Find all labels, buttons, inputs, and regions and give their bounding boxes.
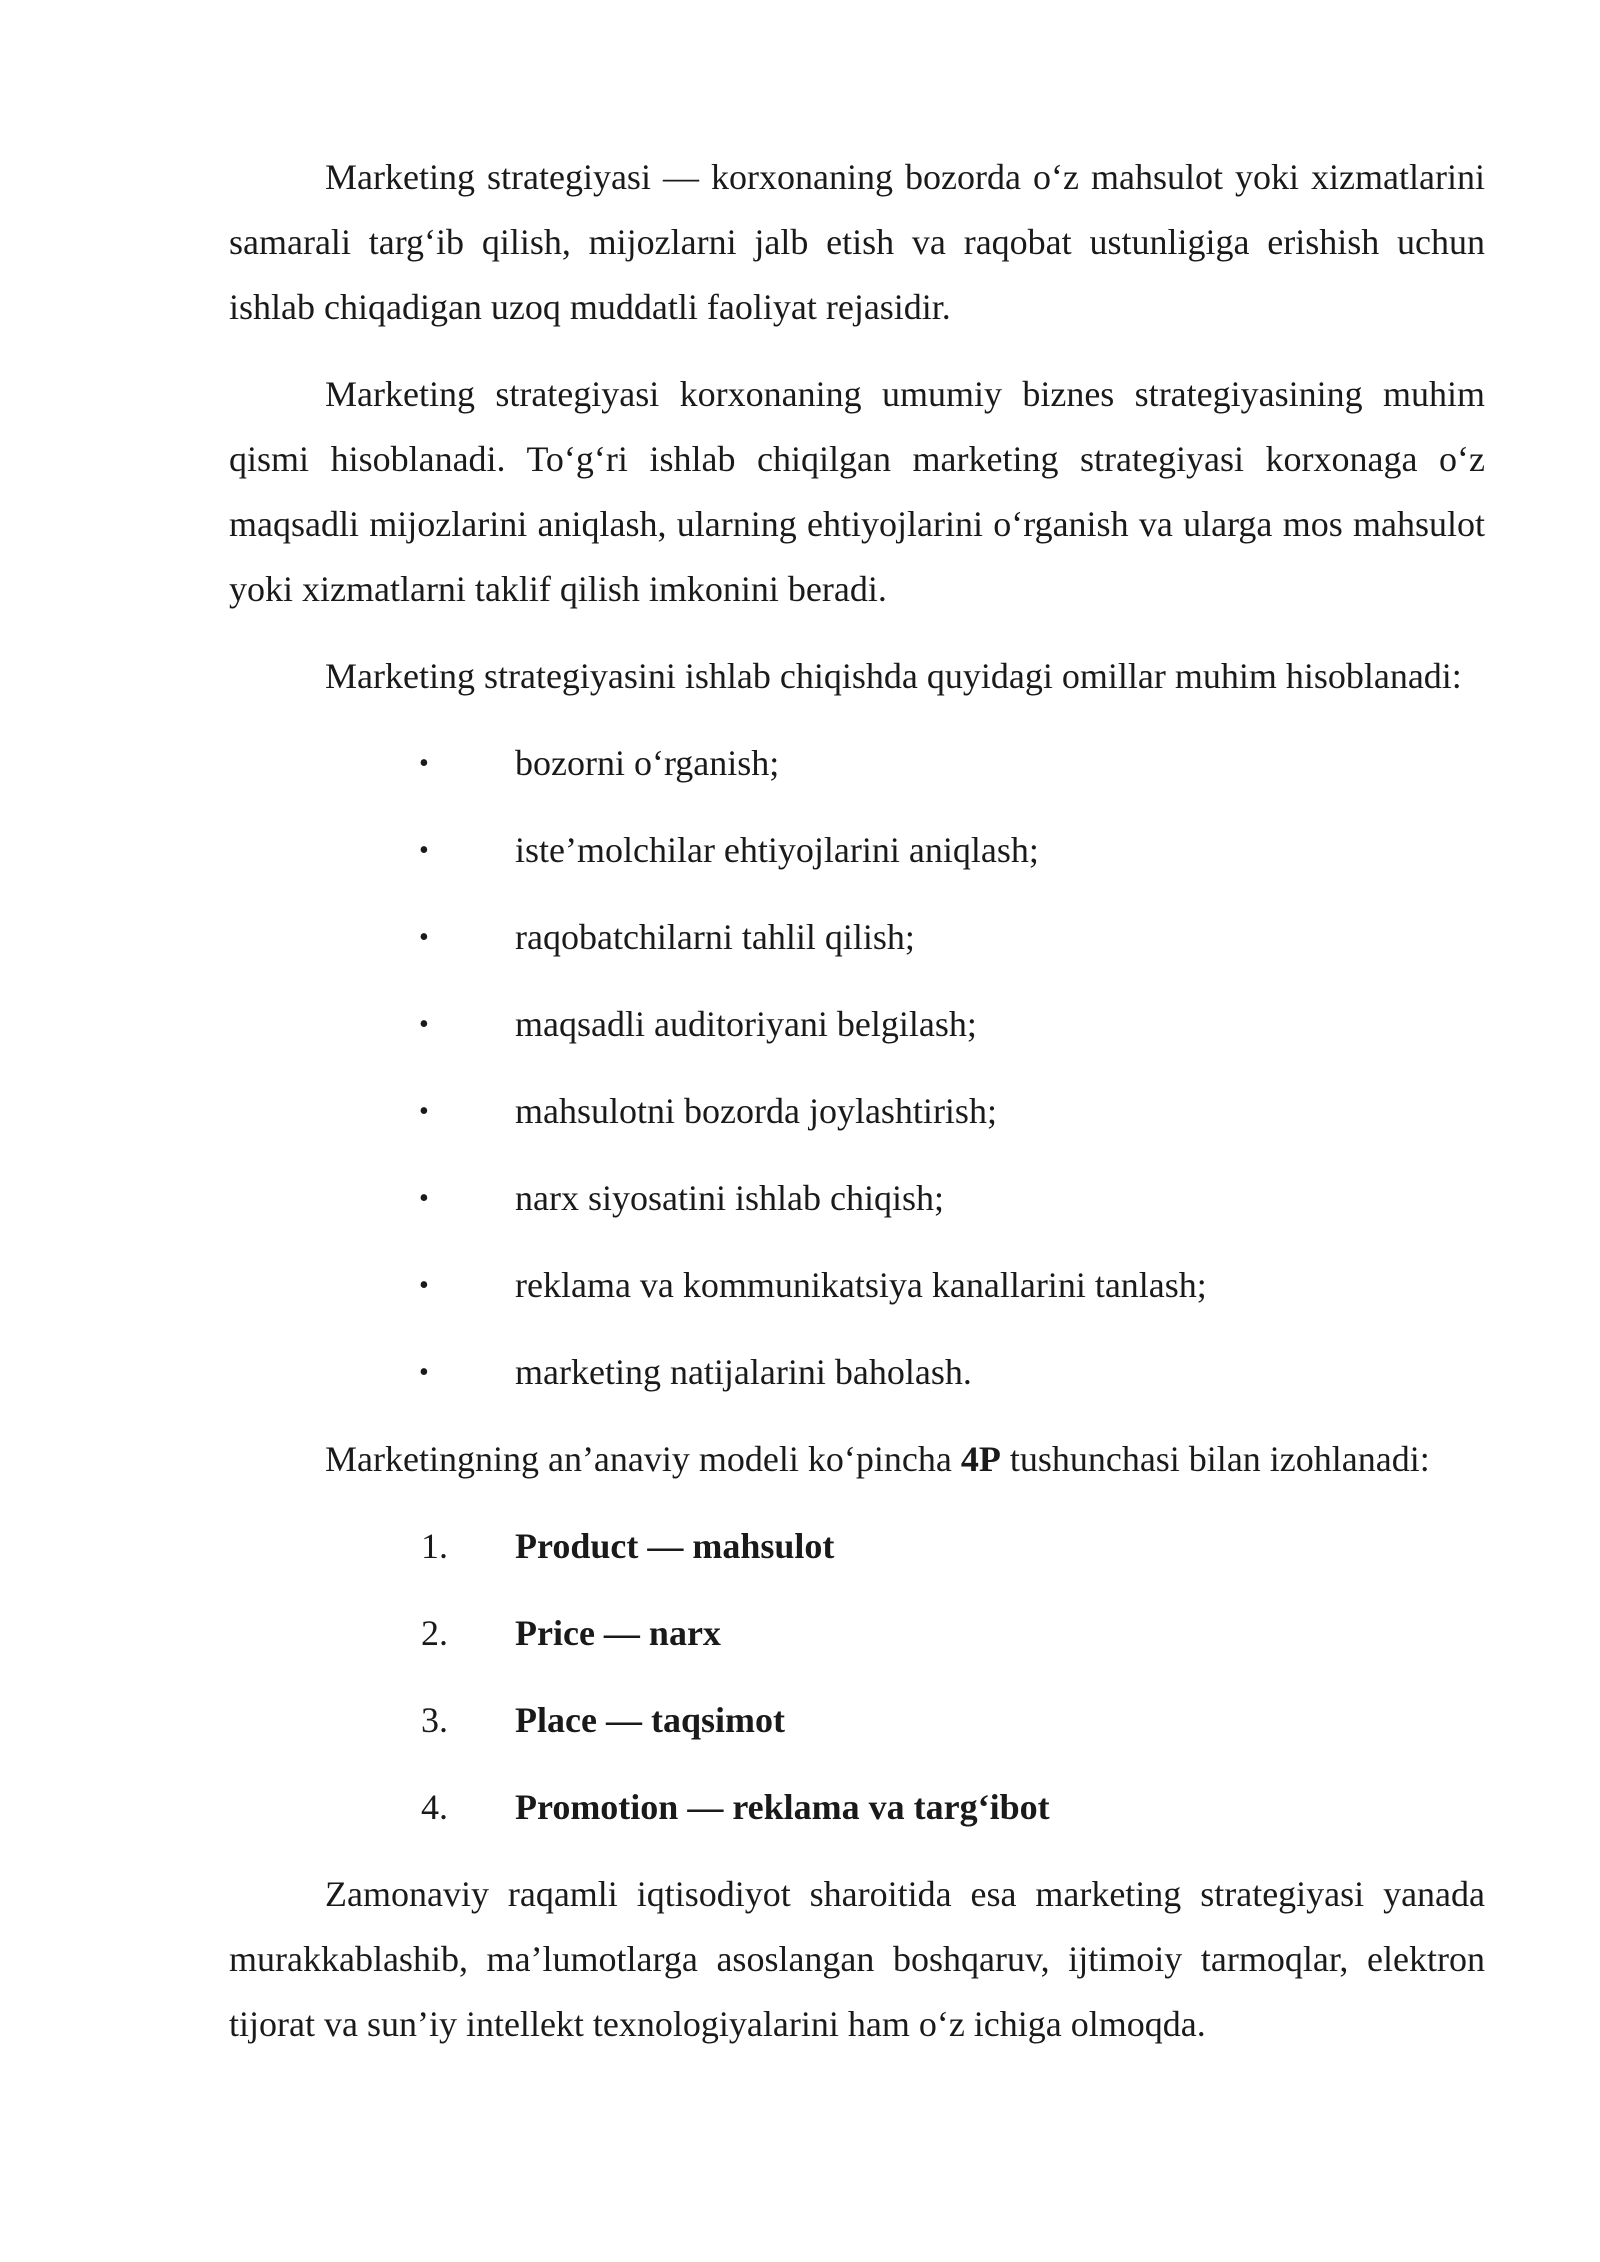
list-item-text: iste’molchilar ehtiyojlarini aniqlash; [515,830,1039,870]
list-item [229,1340,1485,1405]
list-item [229,1166,1485,1231]
list-item [229,1253,1485,1318]
list-item-text: mahsulotni bozorda joylashtirish; [515,1091,997,1131]
list-item-text: narx siyosatini ishlab chiqish; [515,1178,944,1218]
list-number: 4. [421,1787,448,1827]
list-item-text: bozorni o‘rganish; [515,743,780,783]
bullet-icon: • [419,1096,429,1127]
document-page [229,145,1485,2057]
bullet-icon: • [419,1270,429,1301]
list-item-text: reklama va kommunikatsiya kanallarini tanlash; [515,1265,1207,1305]
four-p-list [229,1514,1485,1840]
list-item-text: Product — mahsulot [515,1526,835,1566]
paragraph-digital-economy: Zamonaviy raqamli iqtisodiyot sharoitida esa marketing strategiyasi yanada murakkablashib, ma’lumotlarga asoslangan boshqaruv, ijtimoiy tarmoqlar, elektron tijorat va sun’iy intellekt texnologiyalarini ham o‘z ichiga olmoqda. [229,1874,1485,2044]
list-item-text: raqobatchilarni tahlil qilish; [515,917,915,957]
list-item-text: maqsadli auditoriyani belgilash; [515,1004,977,1044]
list-item-text: Price — narx [515,1613,721,1653]
bullet-icon: • [419,922,429,953]
text-run: Marketingning an’anaviy modeli ko‘pincha [325,1439,961,1479]
bullet-icon: • [419,1183,429,1214]
list-item [229,1688,1485,1753]
list-number: 3. [421,1700,448,1740]
list-item [229,731,1485,796]
paragraph-importance: Marketing strategiyasi korxonaning umumiy biznes strategiyasining muhim qismi hisoblanadi. To‘g‘ri ishlab chiqilgan marketing strategiyasi korxonaga o‘z maqsadli mijozlarini aniqlash, ularning ehtiyojlarini o‘rganish va ularga mos mahsulot yoki xizmatlarni taklif qilish imkonini beradi. [229,374,1485,609]
list-item-text: Place — taqsimot [515,1700,785,1740]
4p-term: 4P [960,1439,1001,1479]
list-item [229,992,1485,1057]
list-item [229,1514,1485,1579]
list-item-text: marketing natijalarini baholash. [515,1352,972,1392]
list-item-text: Promotion — reklama va targ‘ibot [515,1787,1050,1827]
paragraph-factors-intro: Marketing strategiyasini ishlab chiqishda quyidagi omillar muhim hisoblanadi: [325,656,1462,696]
bullet-icon: • [419,835,429,866]
list-number: 2. [421,1613,448,1653]
list-item [229,1079,1485,1144]
factors-list [229,731,1485,1405]
list-item [229,905,1485,970]
paragraph-4p-intro [229,1427,1485,1492]
bullet-icon: • [419,1009,429,1040]
bullet-icon: • [419,748,429,779]
list-item [229,1775,1485,1840]
paragraph-definition: Marketing strategiyasi — korxonaning bozorda o‘z mahsulot yoki xizmatlarini samarali targ‘ib qilish, mijozlarni jalb etish va raqobat ustunligiga erishish uchun ishlab chiqadigan uzoq muddatli faoliyat rejasidir. [229,157,1485,327]
list-item [229,818,1485,883]
list-item [229,1601,1485,1666]
list-number: 1. [421,1526,448,1566]
text-run: tushunchasi bilan izohlanadi: [1000,1439,1430,1479]
bullet-icon: • [419,1357,429,1388]
